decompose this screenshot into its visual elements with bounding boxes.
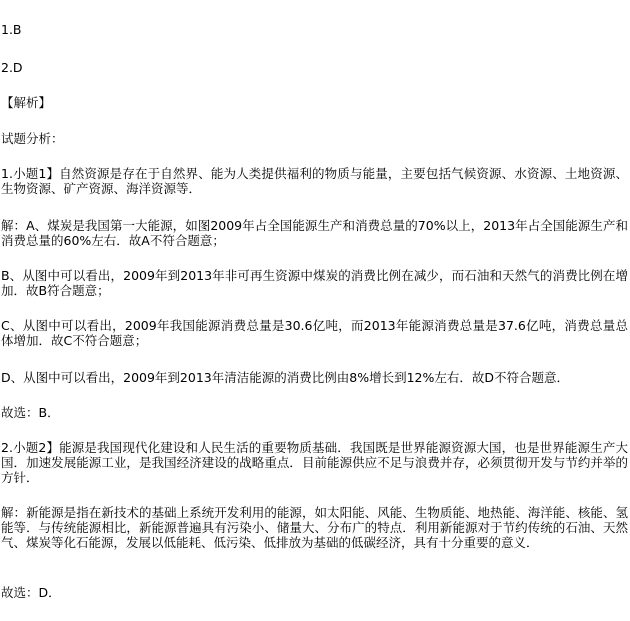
answer-1: 1.B [1, 22, 22, 37]
q1-solution-b: B、从图中可以看出，2009年到2013年非可再生资源中煤炭的消费比例在减少，而石油和天然气的消费比例在增加．故B符合题意； [1, 268, 628, 298]
q1-choice: 故选：B． [1, 405, 60, 420]
analysis-subheading: 试题分析： [1, 131, 64, 146]
q1-solution-d: D、从图中可以看出，2009年到2013年清洁能源的消费比例由8%增长到12%左右．故D不符合题意． [1, 370, 569, 385]
analysis-heading: 【解析】 [1, 95, 52, 110]
q2-prompt: 2.小题2】能源是我国现代化建设和人民生活的重要物质基础．我国既是世界能源资源大国，也是世界能源生产大国．加速发展能源工业，是我国经济建设的战略重点．目前能源供应不足与浪费并存，必须贯彻开发与节约并举的方针． [1, 440, 628, 485]
q1-solution-c: C、从图中可以看出，2009年我国能源消费总量是30.6亿吨，而2013年能源消费总量是37.6亿吨，消费总量总体增加．故C不符合题意； [1, 318, 628, 348]
q1-prompt: 1.小题1】自然资源是存在于自然界、能为人类提供福利的物质与能量，主要包括气候资源、水资源、土地资源、生物资源、矿产资源、海洋资源等． [1, 166, 628, 196]
q2-choice: 故选：D． [1, 585, 61, 600]
answer-2: 2.D [1, 60, 23, 75]
q2-solution: 解：新能源是指在新技术的基础上系统开发利用的能源，如太阳能、风能、生物质能、地热能、海洋能、核能、氢能等．与传统能源相比，新能源普遍具有污染小、储量大、分布广的特点．利用新能源对于节约传统的石油、天然气、煤炭等化石能源，发展以低能耗、低污染、低排放为基础的低碳经济，具有十分重要的意义． [1, 505, 628, 550]
q1-solution-a: 解：A、煤炭是我国第一大能源，如图2009年占全国能源生产和消费总量的70%以上，2013年占全国能源生产和消费总量的60%左右．故A不符合题意； [1, 218, 628, 248]
